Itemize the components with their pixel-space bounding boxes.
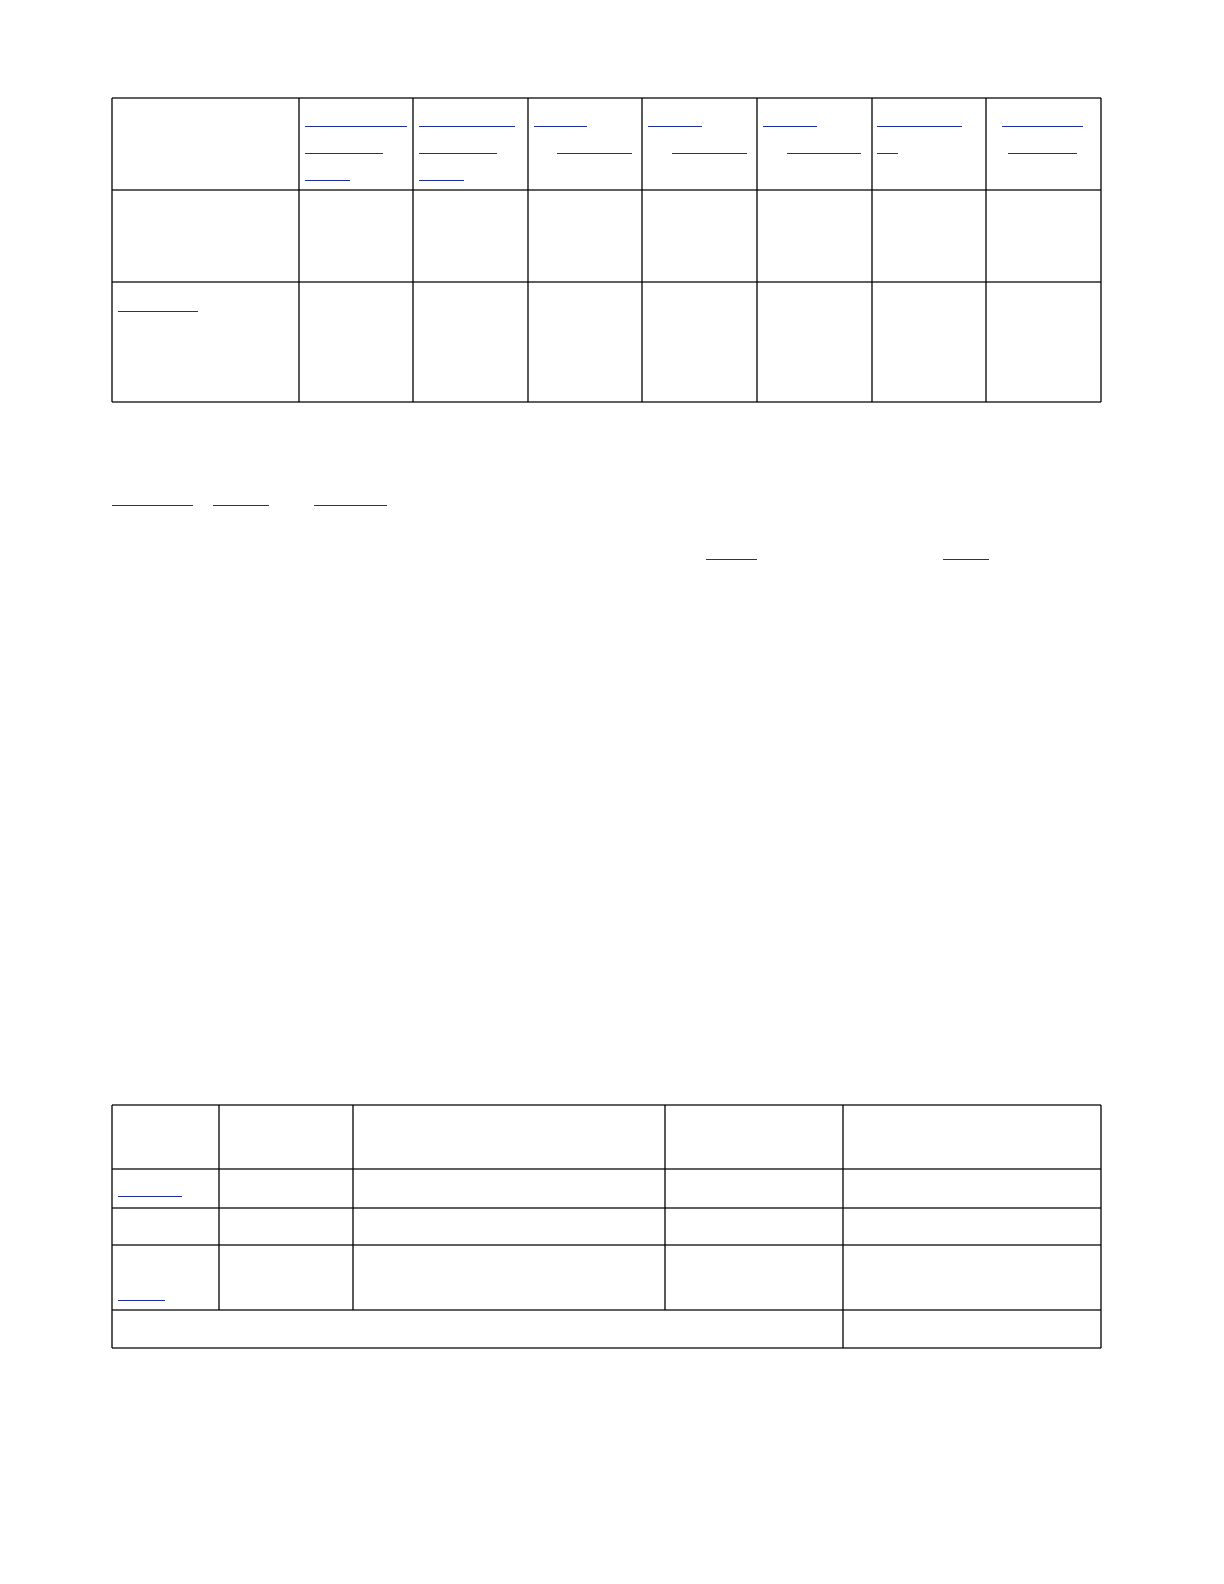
paragraph-link[interactable] — [112, 505, 193, 506]
header-link-col8[interactable] — [1008, 153, 1077, 154]
row-label-link[interactable] — [118, 311, 198, 312]
header-link-col2[interactable] — [305, 126, 407, 127]
header-link-col8[interactable] — [1002, 126, 1083, 127]
bottom-row-link[interactable] — [118, 1196, 182, 1197]
header-link-col7[interactable] — [877, 126, 962, 127]
top-table — [112, 98, 1101, 402]
bottom-row-link[interactable] — [118, 1300, 165, 1301]
bottom-table — [112, 1105, 1101, 1348]
header-link-col5[interactable] — [648, 126, 702, 127]
header-link-col6[interactable] — [787, 153, 861, 154]
paragraph-link[interactable] — [706, 559, 757, 560]
header-link-col7[interactable] — [877, 153, 898, 154]
paragraph-link[interactable] — [213, 505, 269, 506]
header-link-col3[interactable] — [419, 180, 464, 181]
header-link-col2[interactable] — [305, 180, 350, 181]
header-link-col4[interactable] — [534, 126, 587, 127]
header-link-col3[interactable] — [419, 153, 497, 154]
header-link-col4[interactable] — [557, 153, 632, 154]
paragraph-link[interactable] — [314, 505, 387, 506]
header-link-col2[interactable] — [305, 153, 383, 154]
paragraph-link[interactable] — [943, 559, 989, 560]
header-link-col3[interactable] — [419, 126, 515, 127]
header-link-col6[interactable] — [763, 126, 817, 127]
header-link-col5[interactable] — [672, 153, 747, 154]
